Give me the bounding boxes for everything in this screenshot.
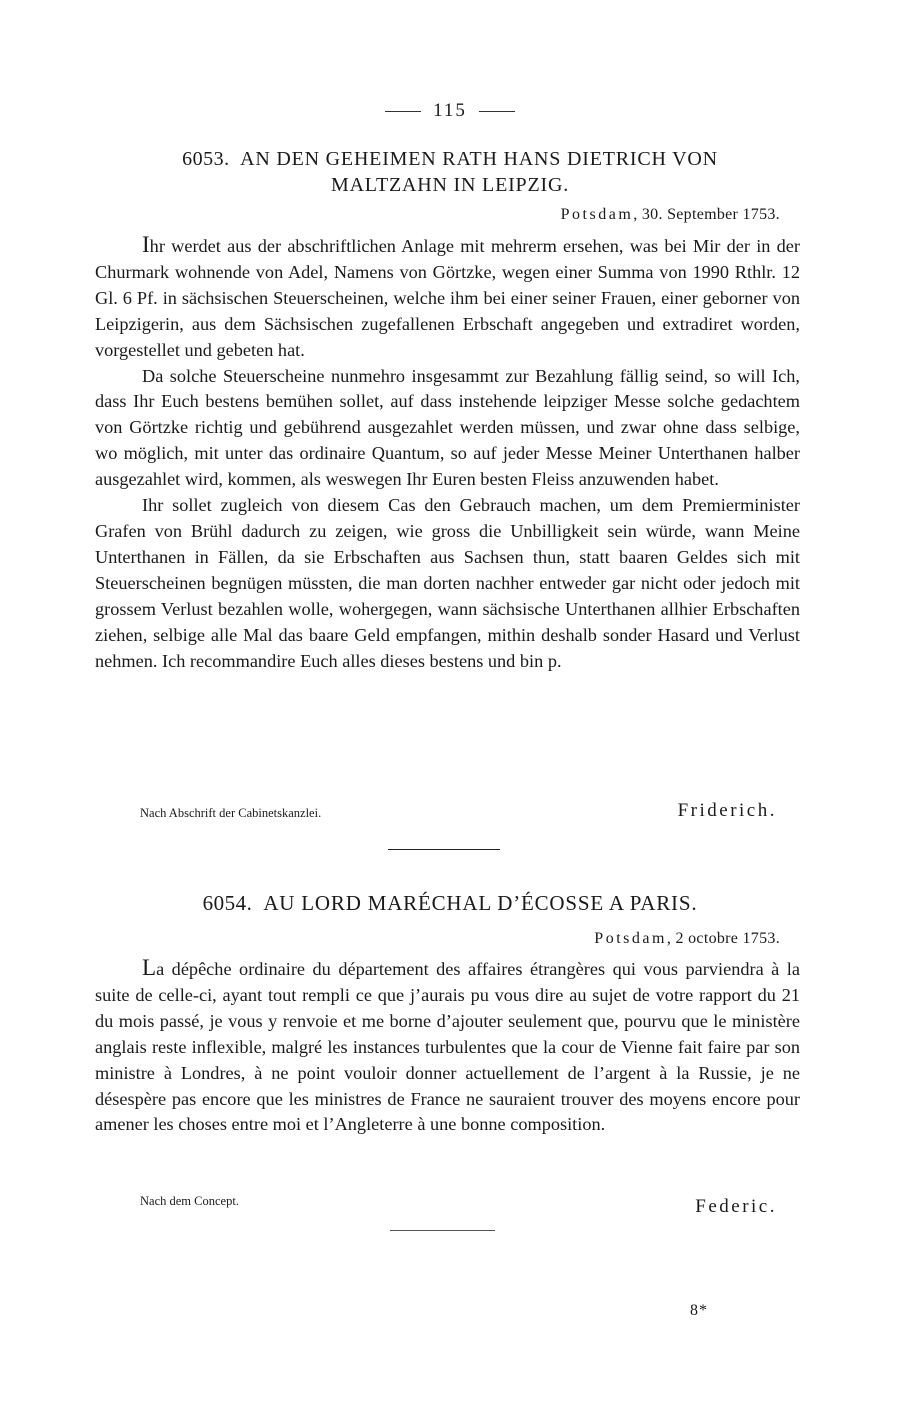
letter2-place: Potsdam [594,930,667,947]
letter1-number: 6053. [182,148,230,170]
letter1-signature: Friderich. [677,800,777,821]
letter1-title-line1 [120,146,780,172]
letter2-number: 6054. [202,891,253,915]
page-header [0,100,900,122]
signature-mark: 8* [690,1302,708,1319]
letter1-title-line2: MALTZAHN IN LEIPZIG. [330,174,569,196]
letter1-source-note: Nach Abschrift der Cabinetskanzlei. [140,806,322,820]
letter2-body [95,955,800,1138]
letter2-dateline [594,930,780,948]
page-number: 115 [433,100,467,121]
letter1-date: , 30. September 1753. [633,206,780,223]
letter2-paragraph: La dépêche ordinaire du département des affaires étrangères qui vous parviendra à la suite de celle-ci, ayant tout rempli ce que j’aurais pu vous dire au sujet de votre rapport du 21 du mois passé, je vous y renvoie et me borne d’ajouter seulement que, pourvu que le ministère anglais reste inflexible, malgré les instances turbulentes que la cour de Vienne fait faire par son ministre à Londres, à ne point vouloir donner actuellement de l’argent à la Russie, je ne désespère pas encore que les ministres de France ne sauraient trouver des moyens encore pour amener les choses entre moi et l’Angleterre à une bonne composition. [95,955,800,1135]
letter1-dateline [561,206,780,224]
letter1-paragraph: Ihr werdet aus der abschriftlichen Anlage mit mehrerm ersehen, was bei Mir der in der Churmark wohnende von Adel, Namens von Görtzke, wegen einer Summa von 1990 Rthlr. 12 Gl. 6 Pf. in sächsischen Steuerscheinen, welche ihm bei einer seiner Frauen, einer geborner von Leipzigerin, aus dem Sächsischen zugefallenen Erbschaft angegeben und extradiret worden, vorgestellet und gebeten hat. [95,232,800,360]
end-divider [390,1230,495,1231]
letter2-signature: Federic. [695,1196,777,1217]
letter2-title: AU LORD MARÉCHAL D’ÉCOSSE A PARIS. [263,891,698,915]
header-dash-left [385,111,421,112]
section-divider [388,849,500,850]
header-dash-right [479,111,515,112]
letter1-body [95,232,800,674]
letter2-date: , 2 octobre 1753. [666,930,780,947]
letter1-title-text1: AN DEN GEHEIMEN RATH HANS DIETRICH VON [240,148,718,170]
letter2-heading [120,890,780,916]
letter2-source-note: Nach dem Concept. [140,1194,239,1208]
letter1-paragraph: Ihr sollet zugleich von diesem Cas den Gebrauch machen, um dem Premierminister Grafen von Brühl dadurch zu zeigen, wie gross die Unbilligkeit sein würde, wann Meine Unterthanen in Fällen, da sie Erbschaften aus Sachsen thun, statt baaren Geldes sich mit Steuerscheinen begnügen müssten, die man dorten nachher entweder gar nicht oder jedoch mit grossem Verlust bezahlen wolle, wohergegen, wann sächsische Unterthanen allhier Erbschaften ziehen, selbige alle Mal das baare Geld empfangen, mithin deshalb sonder Hasard und Verlust nehmen. Ich recommandire Euch alles dieses bestens und bin p. [95,495,800,671]
letter1-heading [120,146,780,198]
letter1-place: Potsdam [560,206,634,223]
letter1-paragraph: Da solche Steuerscheine nunmehro insgesammt zur Bezahlung fällig seind, so will Ich, dass Ihr Euch bestens bemühen sollet, auf dass instehende leipziger Messe solche gedachtem von Görtzke richtig und gebührend ausgezahlet werden müssen, und zwar ohne dass selbige, wo möglich, mit unter das ordinaire Quantum, so auf jeder Messe Meiner Unterthanen halber ausgezahlet wird, kommen, als weswegen Ihr Euren besten Fleiss anzuwenden habet. [95,365,800,490]
